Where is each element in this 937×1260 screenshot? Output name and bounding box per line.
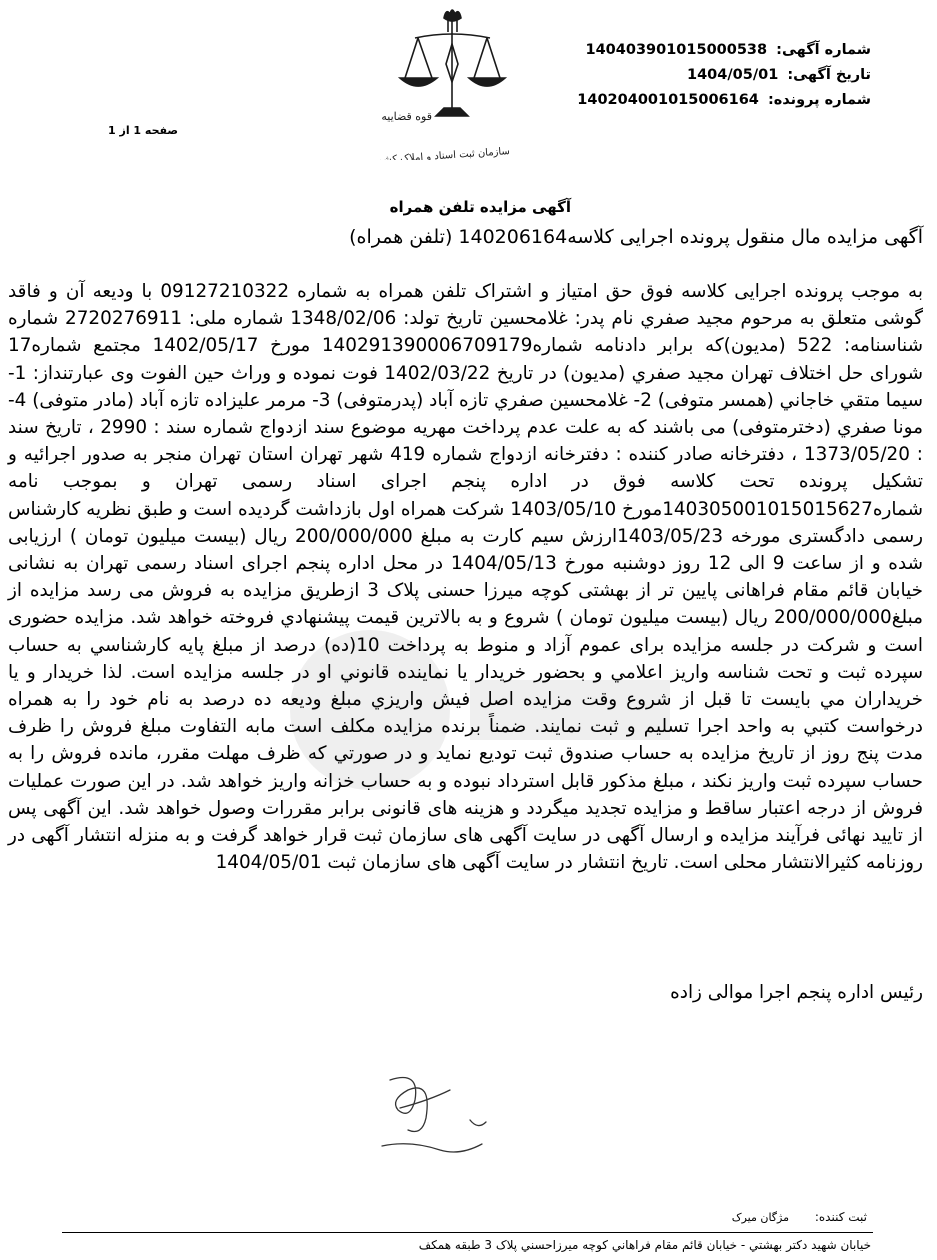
footer-address: خیابان شهید دکتر بهشتي - خیابان قائم مقام فراهاني کوچه میرزاحسني پلاک 3 طبقه همکف bbox=[418, 1238, 871, 1252]
ad-subtitle: آگهی مزایده مال منقول پرونده اجرایی کلاسه140206164 (تلفن همراه) bbox=[349, 226, 923, 248]
page-indicator: صفحه 1 از 1 bbox=[108, 124, 179, 137]
ad-number-value: 140403901015000538 bbox=[585, 42, 768, 58]
signature-icon bbox=[360, 1060, 520, 1170]
ad-body-paragraph: به موجب پرونده اجرایی کلاسه فوق حق امتیاز و اشتراک تلفن همراه به شماره 09127210322 با ودیعه آن و فاقد گوشی متعلق به مرحوم مجید صفري نام پدر: غلامحسین تاریخ تولد: 1348/02/06 شماره ملی: 2720276911 شماره شناسنامه: 522 (مدیون)که برابر دادنامه شماره140291390006709179 مورخ 1402/05/17 مجتمع شماره17 شورای حل اختلاف تهران مجید صفري (مدیون) در تاریخ 1402/03/22 فوت نموده و وراث حین الفوت وی عبارتنداز: 1-سیما متقي خاجاني (همسر متوفی) 2- غلامحسین صفري تازه آباد (پدرمتوفی) 3- مرمر علیزاده تازه آباد (مادر متوفی) 4- مونا صفري (دخترمتوفی) می باشند که به علت عدم پرداخت مهریه موضوع سند ازدواج شماره سند : 2990 ، تاریخ سند : 1373/05/20 ، دفترخانه صادر کننده : دفترخانه ازدواج شماره 419 شهر تهران استان تهران منجر به صدور اجرائیه و تشکیل پرونده تحت کلاسه فوق در اداره پنجم اجرای اسناد رسمی تهران و بموجب نامه شماره140305001015015627مورخ 1403/05/10 شرکت همراه اول بازداشت گردیده است و طبق نظریه کارشناس رسمی دادگستری مورخه 1403/05/23ارزش سیم کارت به مبلغ 200/000/000 ریال (بیست میلیون تومان ) ارزیابی شده و از ساعت 9 الی 12 روز دوشنبه مورخ 1404/05/13 در محل اداره پنجم اجرای اسناد رسمی تهران به نشانی خیابان قائم مقام فراهانی پایین تر از بهشتی کوچه میرزا حسنی پلاک 3 ازطریق مزایده به فروش می رسد مزایده از مبلغ200/000/000 ریال (بیست میلیون تومان ) شروع و به بالاترین قیمت پیشنهادي فروخته خواهد شد. مزایده حضوری است و شرکت در جلسه مزایده برای عموم آزاد و منوط به پرداخت 10(ده) درصد از مبلغ پایه کارشناسي به حساب سپرده ثبت و تحت شناسه واریز اعلامي و بحضور خریدار یا نماینده قانوني او در جلسه مزایده است. لذا خریدار و یا خریداران مي بایست تا قبل از شروع وقت مزایده اصل فیش واریزي مبلغ ودیعه ده درصد به نام خود را به همراه درخواست کتبي به واحد اجرا تسلیم و ثبت نمایند. ضمناً برنده مزایده مکلف است مابه التفاوت مبلغ فروش را ظرف مدت پنج روز از تاریخ مزایده به حساب صندوق ثبت تودیع نماید و در صورتي که ظرف مهلت مقرر، مانده فروش را به حساب سپرده ثبت واریز نکند ، مبلغ مذکور قابل استرداد نبوده و به حساب خزانه واریز خواهد شد. در این صورت عملیات فروش از درجه اعتبار ساقط و مزایده تجدید میگردد و هزینه های قانونی برابر مقررات وصول خواهد شد. این آگهی پس از تایید نهائی فرآیند مزایده و ارسال آگهی در سایت آگهی های سازمان ثبت قرار خواهد گرفت و به منزله انتشار آگهی در روزنامه کثیرالانتشار محلی است. تاریخ انتشار در سایت آگهی های سازمان ثبت 1404/05/01 bbox=[8, 281, 924, 874]
ad-metadata bbox=[577, 38, 871, 113]
ad-number-label: شماره آگهی: bbox=[776, 42, 871, 58]
case-number-row bbox=[577, 88, 871, 113]
ad-date-row bbox=[577, 63, 871, 88]
case-number-label: شماره پرونده: bbox=[767, 92, 871, 108]
handwritten-signature bbox=[360, 1060, 520, 1170]
ad-title: آگهی مزایده تلفن همراه bbox=[389, 198, 571, 216]
ad-body bbox=[8, 278, 923, 876]
registrar-line bbox=[732, 1210, 867, 1224]
ad-date-value: 1404/05/01 bbox=[687, 67, 779, 83]
judiciary-emblem bbox=[360, 4, 550, 160]
emblem-caption-1: قوه قضاییه bbox=[381, 110, 432, 123]
scales-of-justice-icon bbox=[360, 4, 550, 160]
ad-number-row bbox=[577, 38, 871, 63]
signatory-line: رئیس اداره پنجم اجرا موالی زاده bbox=[670, 982, 923, 1003]
case-number-value: 140204001015006164 bbox=[577, 92, 759, 108]
registrar-name: مژگان میرک bbox=[731, 1211, 790, 1224]
registrar-label: ثبت کننده: bbox=[814, 1210, 867, 1224]
emblem-caption-2: سازمان ثبت اسناد و املاک کشور bbox=[373, 146, 511, 160]
ad-date-label: تاریخ آگهی: bbox=[787, 67, 871, 83]
footer-divider bbox=[62, 1232, 873, 1233]
